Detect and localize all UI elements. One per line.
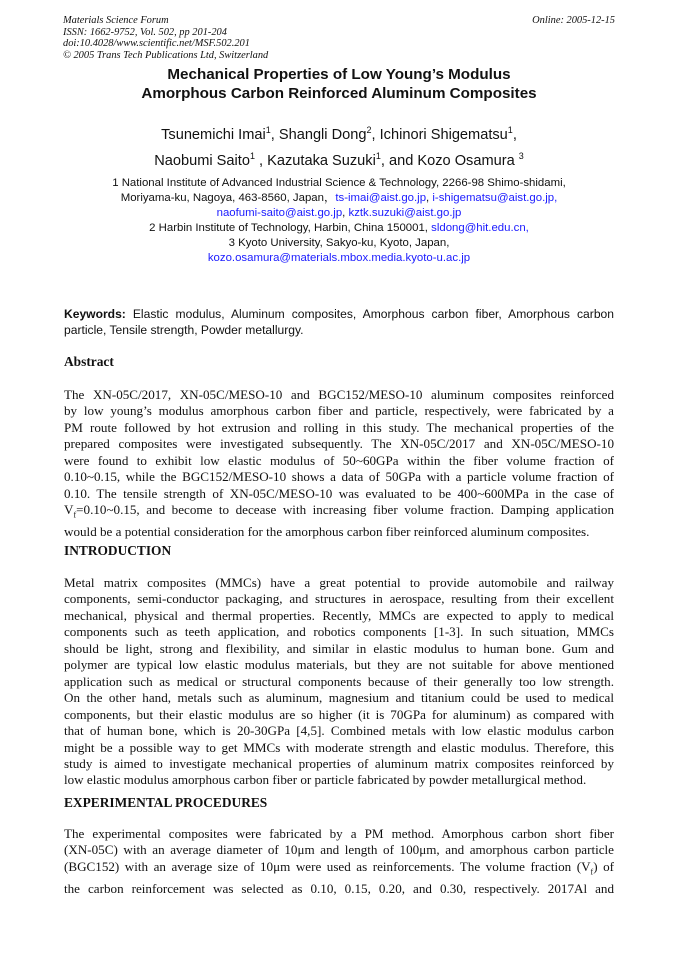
affiliation-text: 2 Harbin Institute of Technology, Harbin, China 150001, [149,222,432,234]
title-line-1: Mechanical Properties of Low Young’s Modulus [167,66,511,83]
author-name: Naobumi Saito [154,152,250,169]
author-affil-mark: 1 [507,125,513,135]
author-affil-mark: 1 [265,125,271,135]
text-line: would be a potential consideration for the amorphous carbon fiber reinforced aluminum composites. [64,524,590,540]
text-span: (BGC152) with an average size of 10μm were used as reinforcements. The volume fraction (V [64,858,591,874]
text-line [64,502,614,524]
abstract-heading: Abstract [64,354,114,369]
author-name: , Kazutaka Suzuki [254,152,376,169]
text-line: components such as teeth application, and robotics components [1-3]. In such situation, MMCs [64,624,614,640]
affiliation-line [60,191,618,206]
text-line: study is aimed to investigate mechanical properties of aluminum matrix composites reinforced by [64,755,614,771]
experimental-heading: EXPERIMENTAL PROCEDURES [64,795,268,810]
author-separator: , [512,126,517,143]
author-name: Tsunemichi Imai [161,126,266,143]
text-line: that of human bone, which is 20-30GPa [4,5]. Combined metals with low elastic modulus carbon [64,723,614,739]
text-line: might be a possible way to get MMCs with moderate strength and elastic modulus. Therefore, this [64,739,614,755]
affiliation-text: Moriyama-ku, Nagoya, 463-8560, Japan， [120,192,336,204]
text-line: mechanical, physical and thermal properties. Recently, MMCs are expected to apply to medical [64,607,614,623]
text-line: On the other hand, metals such as aluminum, magnesium and titanium could be used to medical [64,690,614,706]
text-line: The experimental composites were fabricated by a PM method. Amorphous carbon short fiber [64,826,614,841]
author-line-2 [60,146,618,172]
affiliation-line [60,206,618,221]
author-name: , Ichinori Shigematsu [371,126,508,143]
text-line [64,859,614,881]
text-line: 0.10~0.15, while the BGC152/MESO-10 shows a data of 50GPa with a particle volume fraction of [64,469,614,485]
symbol-subscript: f [590,867,594,877]
introduction-paragraph [64,575,614,789]
abstract-paragraph [64,387,614,541]
text-line: 0.10. The tensile strength of XN-05C/MESO-10 was evaluated to be 400~600MPa in the case of [64,485,614,501]
email-link[interactable]: ts-imai@aist.go.jp [335,192,427,204]
journal-name: Materials Science Forum [63,15,169,26]
text-line: PM route followed by hot extrusion and rolling in this study. The mechanical properties of the [64,419,614,435]
author-list [60,120,618,172]
keywords-label: Keywords: [64,307,126,321]
text-line: components, but their elastic modulus are so higher (it is 70GPa for aluminum) as compared with [64,706,614,722]
email-link[interactable]: kozo.osamura@materials.mbox.media.kyoto-u.ac.jp [207,252,471,264]
paper-title [60,65,618,103]
keywords [64,306,614,338]
text-line: Metal matrix composites (MMCs) have a great potential to provide automobile and railway [64,575,614,590]
title-line-2: Amorphous Carbon Reinforced Aluminum Composites [141,85,537,102]
author-affil-mark: 2 [366,125,372,135]
keywords-text: Elastic modulus, Aluminum composites, Amorphous carbon fiber, Amorphous carbon particle, Tensile strength, Powder metallurgy. [64,307,614,337]
journal-header [63,15,615,61]
affiliation-line [60,221,618,236]
introduction-heading: INTRODUCTION [64,543,172,558]
author-line-1 [60,120,618,146]
text-span: =0.10~0.15, and become to decease with increasing fiber volume fraction. Damping application [76,502,614,518]
author-name: , and Kozo Osamura [380,152,519,169]
text-line: components, semi-conductor packaging, and structures in aerospace, resulting from their excellent [64,591,614,607]
text-line: prepared composites were investigated subsequently. The XN-05C/2017 and XN-05C/MESO-10 [64,436,614,452]
copyright-line: © 2005 Trans Tech Publications Ltd, Switzerland [63,49,269,61]
author-affil-mark: 1 [249,150,255,161]
text-line: should be light, strong and flexibility, and similar in elastic modulus to human bone. Gum and [64,640,614,656]
symbol-subscript: f [73,510,77,520]
text-line: low elastic modulus amorphous carbon fiber or particle fabricated by powder metallurgical method. [64,772,587,788]
author-affil-mark: 1 [375,150,381,161]
doi-line: doi:10.4028/www.scientific.net/MSF.502.201 [63,38,250,50]
email-separator: , [342,207,349,219]
author-affil-mark: 3 [518,150,524,161]
email-link[interactable]: sldong@hit.edu.cn, [431,222,529,234]
email-link[interactable]: i-shigematsu@aist.go.jp, [432,192,558,204]
email-link[interactable]: naofumi-saito@aist.go.jp [216,207,343,219]
text-line: by low young’s modulus amorphous carbon fiber and particle, respectively, were fabricated by a [64,403,614,419]
text-line: were found to exhibit low elastic modulus of 50~60GPa within the fiber volume fraction of [64,452,614,468]
text-line: application such as medical or structural components because of their generally too low strength. [64,673,614,689]
text-line: the carbon reinforcement was selected as 0.10, 0.15, 0.20, and 0.30, respectively. 2017Al and [64,880,614,896]
affiliation-line: 1 National Institute of Advanced Industrial Science & Technology, 2266-98 Shimo-shidami, [112,177,566,189]
author-name: , Shangli Dong [270,126,367,143]
text-line: polymer are typical low elastic modulus materials, but they are not suitable for above mentioned [64,657,614,673]
affiliation-line [60,251,618,266]
experimental-paragraph [64,826,614,897]
text-span: ) of [593,858,614,874]
text-line: (XN-05C) with an average diameter of 10μm and length of 100μm, and amorphous carbon particle [64,842,614,858]
affiliation-line: 3 Kyoto University, Sakyo-ku, Kyoto, Japan, [228,237,450,249]
online-date: Online: 2005-12-15 [532,15,615,26]
symbol-v: V [64,502,74,518]
text-line: The XN-05C/2017, XN-05C/MESO-10 and BGC152/MESO-10 aluminum composites reinforced [64,387,614,402]
issn-line: ISSN: 1662-9752, Vol. 502, pp 201-204 [63,26,227,38]
affiliations [60,176,618,266]
email-separator: , [426,192,433,204]
email-link[interactable]: kztk.suzuki@aist.go.jp [348,207,462,219]
